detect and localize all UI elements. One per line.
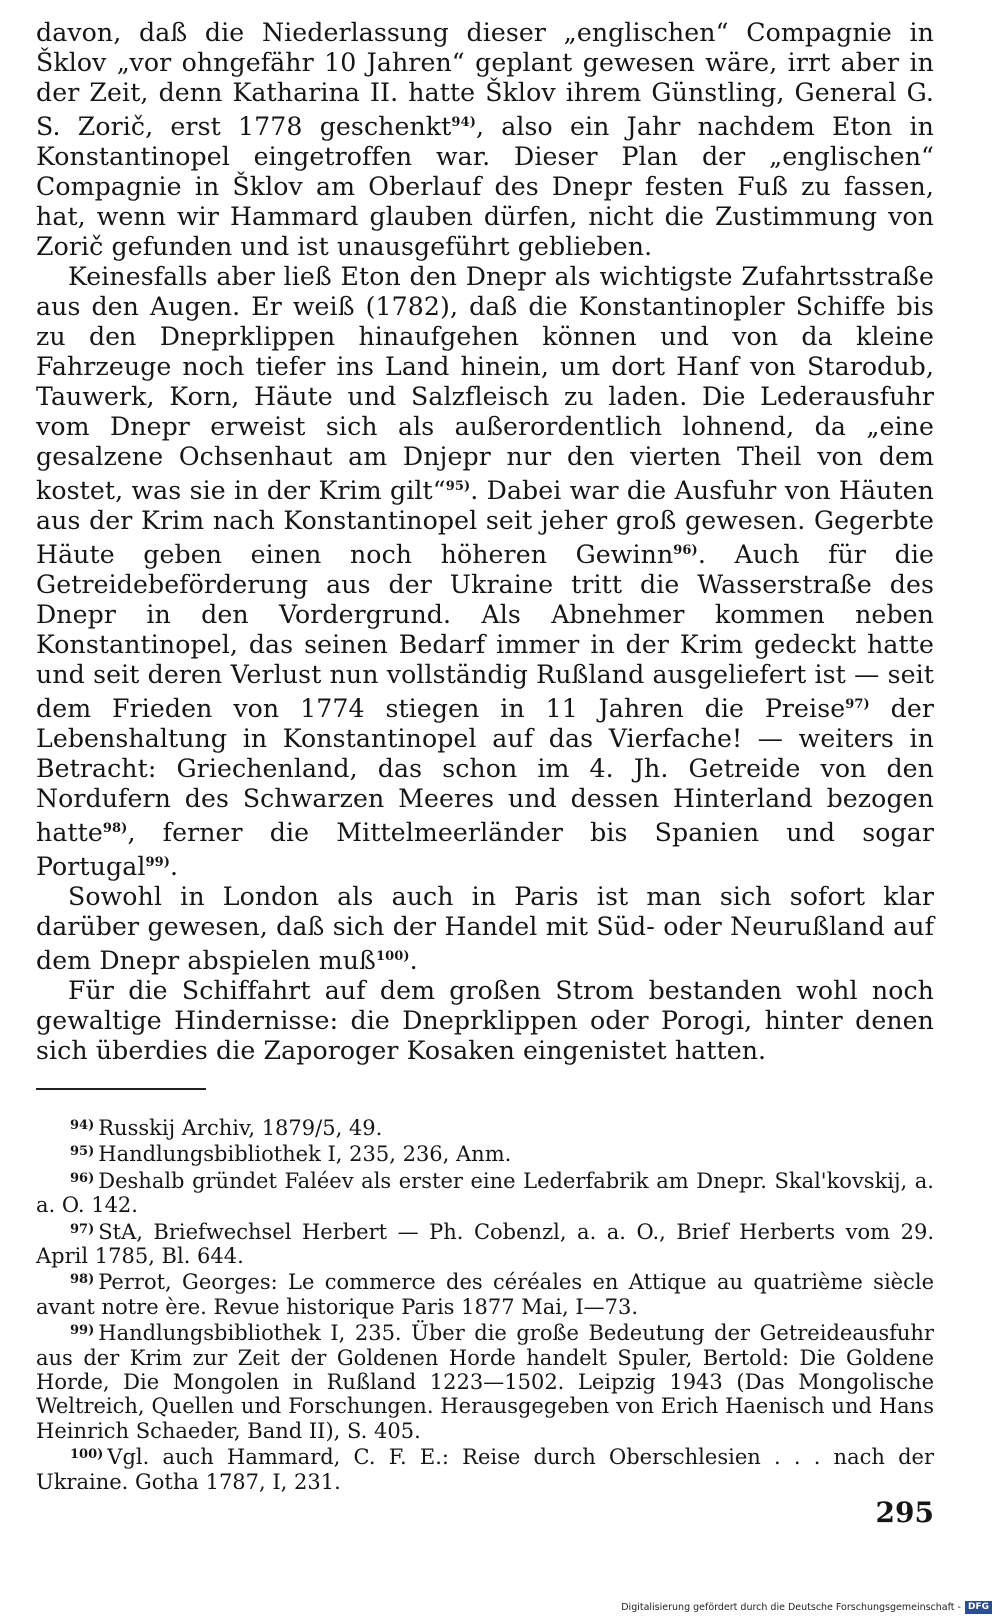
footnote-text: Handlungsbibliothek I, 235. Über die große Bedeutung der Getreideausfuhr aus der Krim zur Zeit der Goldenen Horde handelt Spuler, Bertold: Die Goldene Horde, Die Mongolen in Rußland 1223—1502. Leipzig 1943 (Das Mongolische Weltreich, Quellen und Forschungen. Herausgegeben von Erich Haenisch und Hans Heinrich Schaeder, Band II), S. 405. xyxy=(36,1321,934,1443)
paragraph xyxy=(36,976,934,1066)
paragraph xyxy=(36,18,934,262)
paragraph xyxy=(36,882,934,976)
footnote-text: StA, Briefwechsel Herbert — Ph. Cobenzl, a. a. O., Brief Herberts vom 29. April 1785, Bl. 644. xyxy=(36,1219,934,1269)
footnote xyxy=(36,1443,934,1494)
credit-text: Digitalisierung gefördert durch die Deutsche Forschungsgemeinschaft - xyxy=(621,1601,961,1613)
body-text xyxy=(36,18,934,1066)
footnote-reference: 97) xyxy=(845,697,870,712)
footnote-number: 99) xyxy=(70,1323,95,1339)
text-run: . xyxy=(409,946,418,975)
footnote-text: Perrot, Georges: Le commerce des céréales en Attique au quatrième siècle avant notre ère. Revue historique Paris 1877 Mai, I—73. xyxy=(36,1270,934,1319)
footnote xyxy=(36,1167,934,1218)
footnote-reference: 95) xyxy=(445,479,471,494)
text-run: , also ein Jahr nachdem Eton in Konstantinopel eingetroffen war. Dieser Plan der „englischen“ Compagnie in Šklov am Oberlauf des Dnepr festen Fuß zu fassen, hat, wenn wir Hammard glauben dürfen, nicht die Zustimmung von Zorič gefunden und ist unausgeführt geblieben. xyxy=(36,112,934,261)
footnotes xyxy=(36,1114,934,1494)
dfg-logo: DFG xyxy=(965,1601,992,1614)
footnote-text: Russkij Archiv, 1879/5, 49. xyxy=(98,1116,383,1140)
text-run: Keinesfalls aber ließ Eton den Dnepr als wichtigste Zufahrtsstraße aus den Augen. Er weiß (1782), daß die Konstantinopler Schiffe bis zu den Dneprklippen hinaufgehen können und von da kleine Fahrzeuge noch tiefer ins Land hinein, um dort Hanf von Starodub, Tauwerk, Korn, Häute und Salzfleisch zu laden. Die Lederausfuhr vom Dnepr erweist sich als außerordentlich lohnend, da „eine gesalzene Ochsenhaut am Dnjepr nur den vierten Theil von dem kostet, was sie in der Krim gilt“ xyxy=(36,262,934,505)
text-run: . Dabei war die Ausfuhr von Häuten aus der Krim nach Konstantinopel seit jeher groß gewesen. Gegerbte Häute geben einen noch höheren Gewinn xyxy=(36,476,934,569)
footnote-text: Handlungsbibliothek I, 235, 236, Anm. xyxy=(98,1142,512,1167)
footnote-reference: 99) xyxy=(145,855,171,870)
footnote xyxy=(36,1268,934,1319)
footnote-reference: 100) xyxy=(375,949,410,964)
footnote-number: 98) xyxy=(70,1272,95,1288)
page-body xyxy=(36,18,934,1494)
footnote xyxy=(36,1218,934,1269)
footnote-reference: 94) xyxy=(451,115,476,130)
footnote-number: 97) xyxy=(70,1221,95,1237)
footnote-divider xyxy=(36,1088,206,1090)
footnote xyxy=(36,1140,934,1166)
text-run: , ferner die Mittelmeerländer bis Spanien und sogar Portugal xyxy=(36,818,934,881)
footnote-reference: 96) xyxy=(673,543,698,558)
footnote-number: 94) xyxy=(70,1118,95,1133)
footnote xyxy=(36,1114,934,1140)
text-run: davon, daß die Niederlassung dieser „englischen“ Compagnie in Šklov „vor ohngefähr 10 Jahren“ geplant gewesen wäre, irrt aber in der Zeit, denn Katharina II. hatte Šklov ihrem Günstling, General G. S. Zorič, erst 1778 geschenkt xyxy=(36,18,934,141)
footnote xyxy=(36,1319,934,1443)
footnote-number: 96) xyxy=(70,1170,95,1186)
text-run: Für die Schiffahrt auf dem großen Strom bestanden wohl noch gewaltige Hindernisse: die Dneprklippen oder Porogi, hinter denen sich überdies die Zaporoger Kosaken eingenistet hatten. xyxy=(36,976,934,1065)
text-run: . Auch für die Getreidebeförderung aus der Ukraine tritt die Wasserstraße des Dnepr in den Vordergrund. Als Abnehmer kommen neben Konstantinopel, das seinen Bedarf immer in der Krim gedeckt hatte und seit deren Verlust nun vollständig Rußland ausgeliefert ist — seit dem Frieden von 1774 stiegen in 11 Jahren die Preise xyxy=(36,540,934,723)
footnote-reference: 98) xyxy=(102,821,128,836)
footnote-text: Deshalb gründet Faléev als erster eine Lederfabrik am Dnepr. Skal'kovskij, a. a. O. 142. xyxy=(36,1168,934,1218)
paragraph xyxy=(36,262,934,882)
text-run: . xyxy=(170,852,179,881)
page-number: 295 xyxy=(875,1496,934,1529)
digitization-credit xyxy=(621,1600,992,1614)
footnote-text: Vgl. auch Hammard, C. F. E.: Reise durch Oberschlesien . . . nach der Ukraine. Gotha 1787, I, 231. xyxy=(36,1445,934,1494)
text-run: Sowohl in London als auch in Paris ist man sich sofort klar darüber gewesen, daß sich der Handel mit Süd- oder Neurußland auf dem Dnepr abspielen muß xyxy=(36,882,934,975)
footnote-number: 95) xyxy=(70,1144,95,1160)
text-run: der Lebenshaltung in Konstantinopel auf das Vierfache! — weiters in Betracht: Griechenland, das schon im 4. Jh. Getreide von den Nordufern des Schwarzen Meeres und dessen Hinterland bezogen hatte xyxy=(36,694,934,847)
footnote-number: 100) xyxy=(70,1447,104,1463)
